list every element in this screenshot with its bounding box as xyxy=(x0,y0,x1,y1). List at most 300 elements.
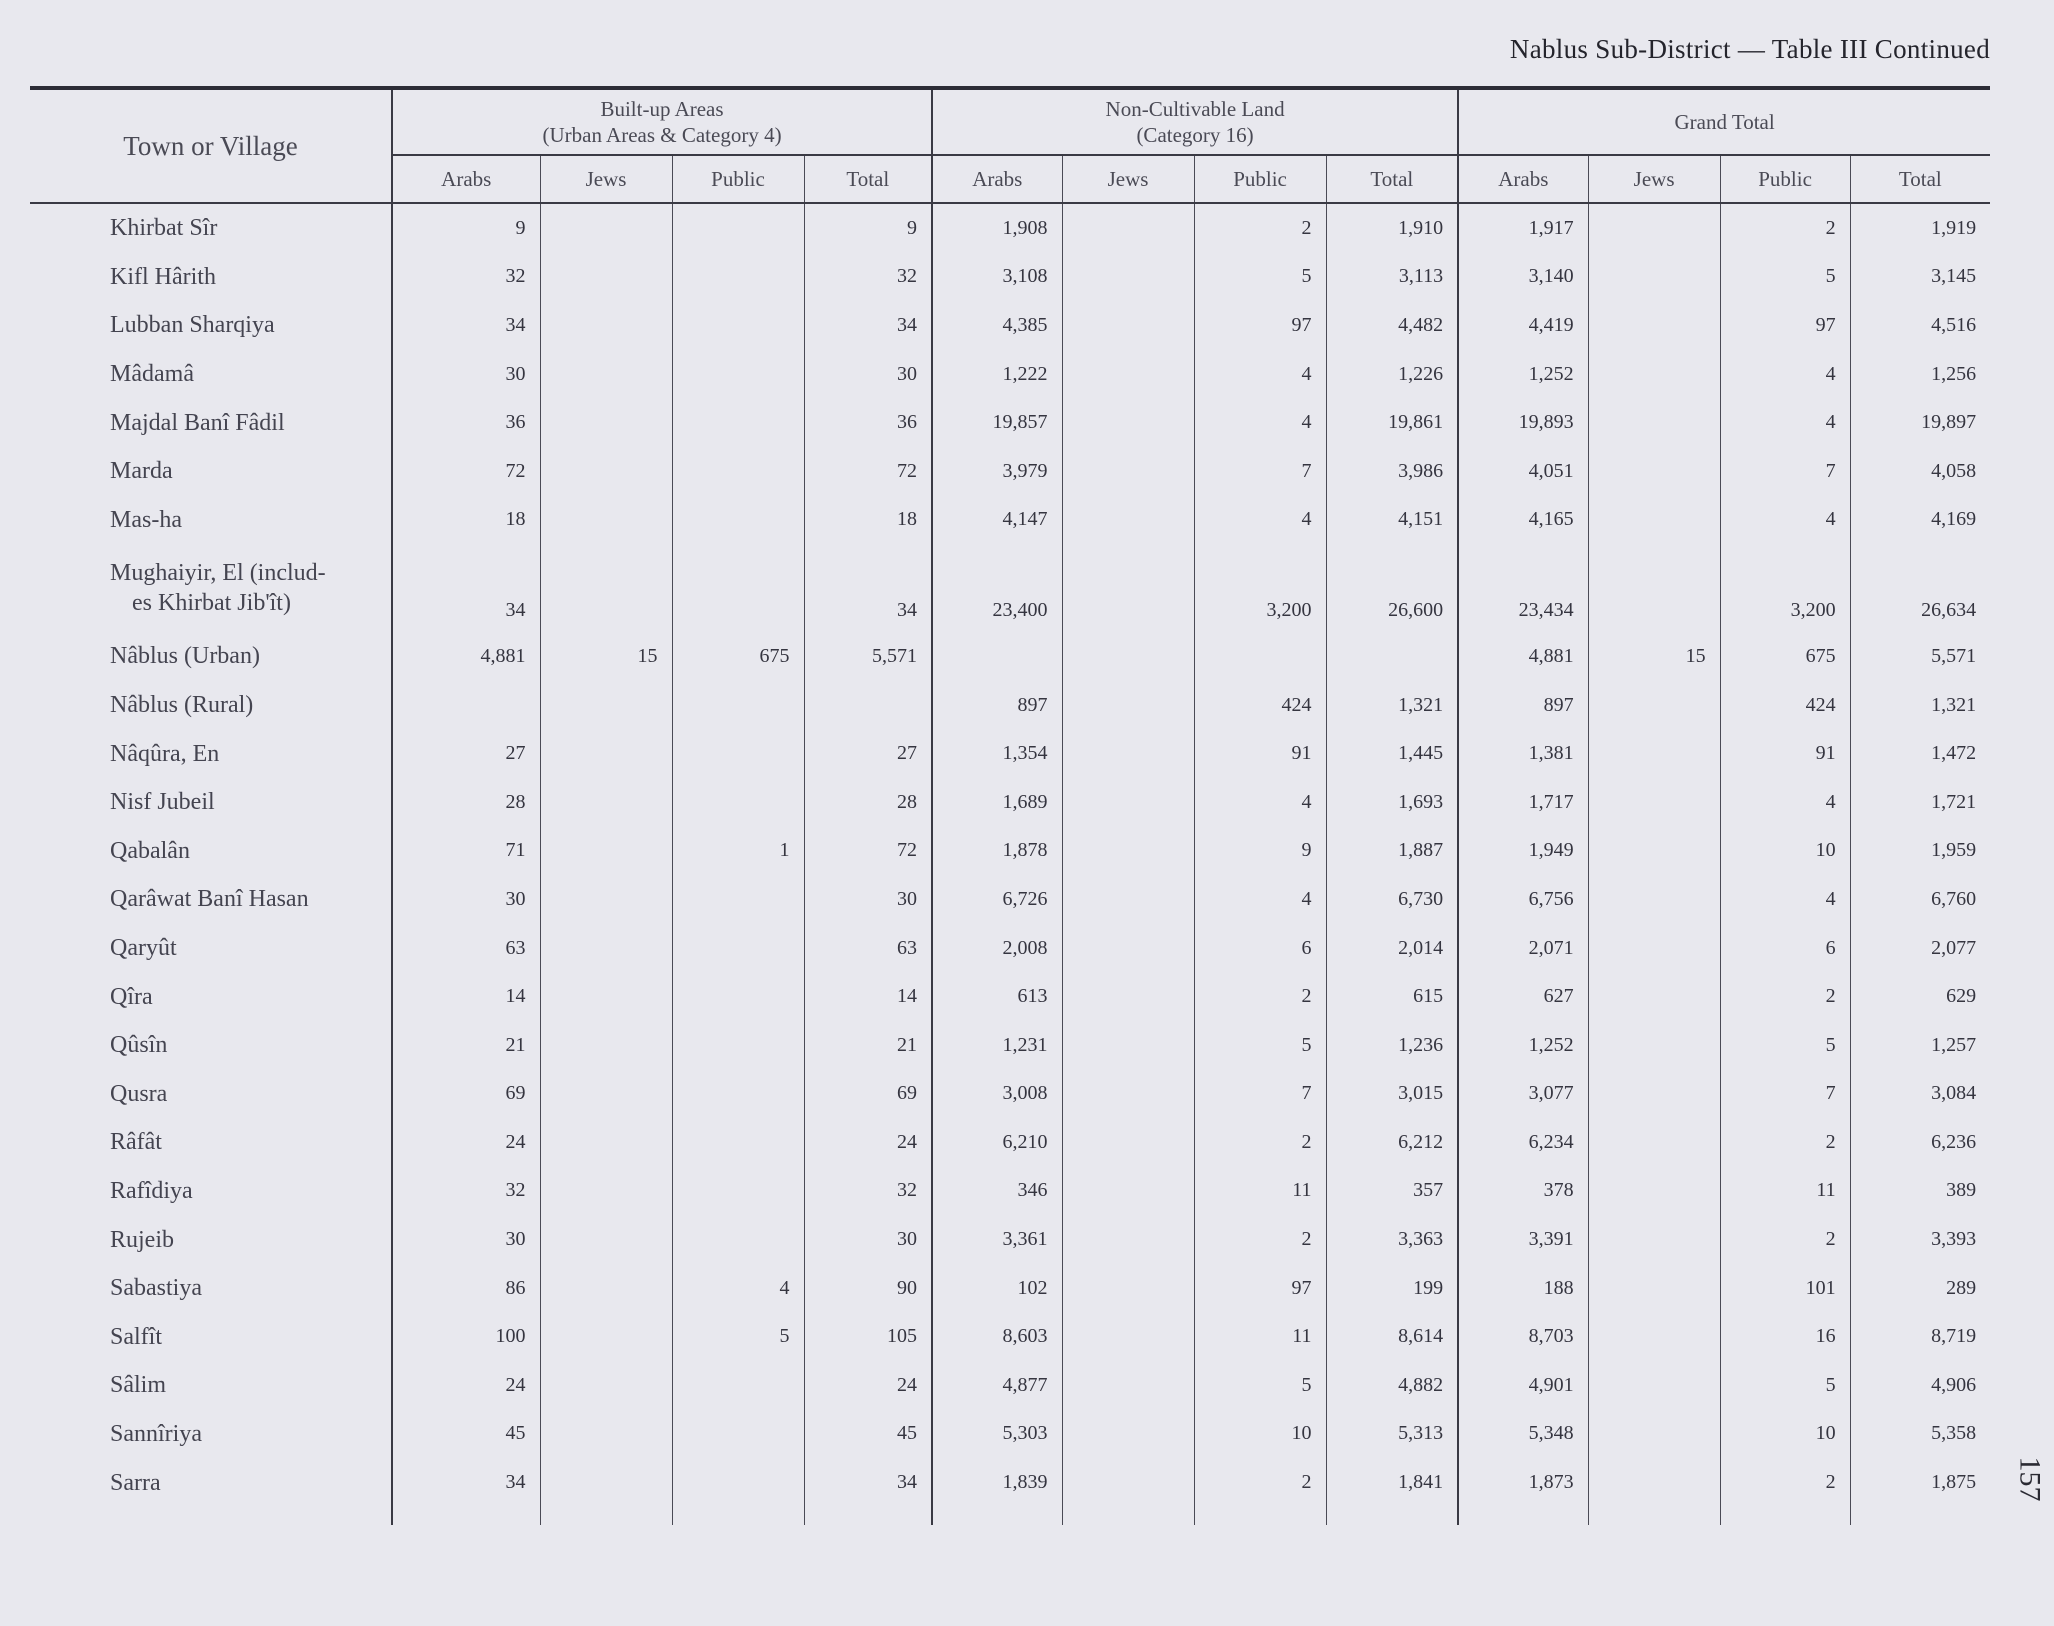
value-cell xyxy=(1588,447,1720,496)
town-name: Rujeib xyxy=(110,1226,174,1253)
value-cell: 2 xyxy=(1720,203,1850,253)
value-cell: 97 xyxy=(1194,1264,1326,1313)
value-cell xyxy=(672,253,804,302)
value-cell: 6,730 xyxy=(1326,875,1458,924)
value-cell: 1,910 xyxy=(1326,203,1458,253)
value-cell xyxy=(1588,1264,1720,1313)
value-cell: 2 xyxy=(1194,203,1326,253)
value-cell: 7 xyxy=(1720,1070,1850,1119)
value-cell: 9 xyxy=(392,203,540,253)
value-cell: 5,303 xyxy=(932,1410,1062,1459)
value-cell: 21 xyxy=(392,1021,540,1070)
value-cell: 30 xyxy=(804,875,932,924)
town-name-cell xyxy=(30,632,392,681)
value-cell: 4 xyxy=(1194,875,1326,924)
town-name: Sabastiya xyxy=(110,1275,202,1302)
value-cell xyxy=(1194,632,1326,681)
town-name: Lubban Sharqiya xyxy=(110,312,275,339)
value-cell: 34 xyxy=(804,544,932,632)
table-row xyxy=(30,972,1990,1021)
value-cell: 32 xyxy=(392,1167,540,1216)
value-cell: 1,717 xyxy=(1458,778,1588,827)
page-number: 157 xyxy=(2013,1456,2047,1502)
value-cell xyxy=(1062,681,1194,730)
value-cell: 34 xyxy=(392,301,540,350)
value-cell: 6,212 xyxy=(1326,1118,1458,1167)
value-cell xyxy=(540,729,672,778)
value-cell: 8,719 xyxy=(1850,1312,1990,1361)
value-cell xyxy=(1588,1410,1720,1459)
value-cell xyxy=(1062,827,1194,876)
value-cell xyxy=(540,1167,672,1216)
value-cell xyxy=(1588,1312,1720,1361)
value-cell: 1,222 xyxy=(932,350,1062,399)
value-cell: 7 xyxy=(1194,1070,1326,1119)
value-cell: 5,313 xyxy=(1326,1410,1458,1459)
value-cell: 2 xyxy=(1194,1215,1326,1264)
table-row xyxy=(30,253,1990,302)
value-cell: 30 xyxy=(804,1215,932,1264)
value-cell: 5,571 xyxy=(1850,632,1990,681)
value-cell: 3,979 xyxy=(932,447,1062,496)
value-cell: 1,226 xyxy=(1326,350,1458,399)
table-row xyxy=(30,1070,1990,1119)
value-cell: 86 xyxy=(392,1264,540,1313)
group-title: Non-Cultivable Land xyxy=(1105,97,1285,121)
value-cell xyxy=(1588,778,1720,827)
value-cell: 627 xyxy=(1458,972,1588,1021)
value-cell: 105 xyxy=(804,1312,932,1361)
value-cell: 4,877 xyxy=(932,1361,1062,1410)
value-cell: 389 xyxy=(1850,1167,1990,1216)
value-cell: 2,071 xyxy=(1458,924,1588,973)
town-name-cell xyxy=(30,398,392,447)
value-cell: 4 xyxy=(1720,398,1850,447)
town-name-cell xyxy=(30,681,392,730)
value-cell xyxy=(540,924,672,973)
value-cell xyxy=(540,544,672,632)
value-cell: 2 xyxy=(1720,1458,1850,1525)
value-cell xyxy=(1588,1118,1720,1167)
value-cell: 30 xyxy=(392,875,540,924)
value-cell: 289 xyxy=(1850,1264,1990,1313)
value-cell: 4,147 xyxy=(932,496,1062,545)
table-row xyxy=(30,1118,1990,1167)
value-cell: 91 xyxy=(1720,729,1850,778)
value-cell xyxy=(1062,1312,1194,1361)
value-cell xyxy=(540,398,672,447)
value-cell xyxy=(540,1410,672,1459)
group-subtitle: (Urban Areas & Category 4) xyxy=(542,123,782,147)
value-cell: 2 xyxy=(1720,972,1850,1021)
value-cell xyxy=(540,1021,672,1070)
value-cell: 27 xyxy=(392,729,540,778)
town-name: Qusra xyxy=(110,1080,168,1107)
value-cell: 4 xyxy=(1720,875,1850,924)
value-cell xyxy=(672,350,804,399)
town-name-cell xyxy=(30,924,392,973)
subcolumn-header: Jews xyxy=(1588,155,1720,203)
value-cell: 26,600 xyxy=(1326,544,1458,632)
value-cell: 4,881 xyxy=(392,632,540,681)
value-cell: 69 xyxy=(392,1070,540,1119)
value-cell: 5 xyxy=(672,1312,804,1361)
value-cell xyxy=(1062,1458,1194,1525)
value-cell xyxy=(540,827,672,876)
value-cell: 4,482 xyxy=(1326,301,1458,350)
value-cell: 6,726 xyxy=(932,875,1062,924)
value-cell: 36 xyxy=(804,398,932,447)
town-name: Nâqûra, En xyxy=(110,740,220,767)
value-cell xyxy=(540,253,672,302)
table-row xyxy=(30,1215,1990,1264)
value-cell: 675 xyxy=(1720,632,1850,681)
value-cell: 14 xyxy=(392,972,540,1021)
value-cell xyxy=(1062,350,1194,399)
table-row xyxy=(30,778,1990,827)
value-cell: 1,354 xyxy=(932,729,1062,778)
value-cell xyxy=(540,1118,672,1167)
town-name-cell xyxy=(30,496,392,545)
value-cell: 1,875 xyxy=(1850,1458,1990,1525)
value-cell: 2 xyxy=(1720,1215,1850,1264)
town-name-cell xyxy=(30,350,392,399)
value-cell: 1,445 xyxy=(1326,729,1458,778)
value-cell: 6,236 xyxy=(1850,1118,1990,1167)
value-cell xyxy=(1062,203,1194,253)
value-cell xyxy=(1588,827,1720,876)
town-name-cell xyxy=(30,301,392,350)
value-cell: 1,949 xyxy=(1458,827,1588,876)
value-cell xyxy=(1062,778,1194,827)
value-cell: 16 xyxy=(1720,1312,1850,1361)
value-cell: 8,703 xyxy=(1458,1312,1588,1361)
town-name-cell xyxy=(30,253,392,302)
value-cell: 24 xyxy=(804,1361,932,1410)
value-cell: 63 xyxy=(392,924,540,973)
value-cell xyxy=(392,681,540,730)
table-row xyxy=(30,496,1990,545)
value-cell xyxy=(540,778,672,827)
value-cell: 1,887 xyxy=(1326,827,1458,876)
table-row xyxy=(30,827,1990,876)
value-cell xyxy=(672,203,804,253)
value-cell: 32 xyxy=(804,253,932,302)
value-cell: 1,839 xyxy=(932,1458,1062,1525)
value-cell: 424 xyxy=(1194,681,1326,730)
table-row xyxy=(30,1458,1990,1525)
value-cell: 100 xyxy=(392,1312,540,1361)
value-cell: 3,200 xyxy=(1194,544,1326,632)
group-title: Built-up Areas xyxy=(600,97,724,121)
value-cell xyxy=(540,681,672,730)
value-cell xyxy=(540,1070,672,1119)
value-cell: 4,516 xyxy=(1850,301,1990,350)
town-name-cell xyxy=(30,729,392,778)
table-row xyxy=(30,544,1990,632)
value-cell: 23,434 xyxy=(1458,544,1588,632)
value-cell xyxy=(540,1361,672,1410)
value-cell: 11 xyxy=(1720,1167,1850,1216)
value-cell: 4,906 xyxy=(1850,1361,1990,1410)
town-name: Mughaiyir, El (includ- xyxy=(110,560,326,587)
value-cell xyxy=(1588,350,1720,399)
town-name-cell xyxy=(30,1070,392,1119)
value-cell: 2,014 xyxy=(1326,924,1458,973)
value-cell: 72 xyxy=(392,447,540,496)
town-name-cell xyxy=(30,1361,392,1410)
value-cell xyxy=(1062,875,1194,924)
value-cell: 3,391 xyxy=(1458,1215,1588,1264)
value-cell xyxy=(540,447,672,496)
value-cell: 4 xyxy=(1194,350,1326,399)
value-cell xyxy=(540,1215,672,1264)
value-cell: 19,897 xyxy=(1850,398,1990,447)
town-name: Nâblus (Urban) xyxy=(110,643,260,670)
value-cell: 1,959 xyxy=(1850,827,1990,876)
value-cell: 7 xyxy=(1720,447,1850,496)
value-cell: 30 xyxy=(392,1215,540,1264)
value-cell: 1,919 xyxy=(1850,203,1990,253)
table-row xyxy=(30,924,1990,973)
value-cell: 34 xyxy=(804,1458,932,1525)
group-header-non-cultivable xyxy=(932,88,1458,155)
value-cell: 4 xyxy=(1194,496,1326,545)
group-header-built-up xyxy=(392,88,932,155)
town-name: Qaryût xyxy=(110,935,177,962)
value-cell xyxy=(540,301,672,350)
value-cell xyxy=(1062,447,1194,496)
value-cell xyxy=(1062,729,1194,778)
town-name-cell xyxy=(30,1410,392,1459)
value-cell xyxy=(1062,1215,1194,1264)
value-cell xyxy=(1062,253,1194,302)
town-name-cell xyxy=(30,1264,392,1313)
value-cell: 3,008 xyxy=(932,1070,1062,1119)
subcolumn-header: Jews xyxy=(1062,155,1194,203)
value-cell: 21 xyxy=(804,1021,932,1070)
value-cell: 72 xyxy=(804,447,932,496)
value-cell xyxy=(1588,398,1720,447)
value-cell xyxy=(1062,1070,1194,1119)
value-cell: 6 xyxy=(1194,924,1326,973)
value-cell: 5 xyxy=(1720,253,1850,302)
value-cell xyxy=(540,203,672,253)
subcolumn-header: Arabs xyxy=(392,155,540,203)
value-cell: 1,321 xyxy=(1326,681,1458,730)
value-cell: 2 xyxy=(1194,972,1326,1021)
group-subtitle: (Category 16) xyxy=(1136,123,1254,147)
value-cell: 26,634 xyxy=(1850,544,1990,632)
value-cell: 1,689 xyxy=(932,778,1062,827)
value-cell xyxy=(1588,972,1720,1021)
subcolumn-header: Public xyxy=(1194,155,1326,203)
value-cell: 897 xyxy=(1458,681,1588,730)
value-cell: 4,419 xyxy=(1458,301,1588,350)
table-row xyxy=(30,1410,1990,1459)
value-cell: 357 xyxy=(1326,1167,1458,1216)
town-name: Sannîriya xyxy=(110,1420,202,1447)
value-cell: 19,861 xyxy=(1326,398,1458,447)
value-cell xyxy=(672,1118,804,1167)
page-header: Nablus Sub-District — Table III Continued xyxy=(1509,34,1990,64)
value-cell: 18 xyxy=(804,496,932,545)
town-name-cell xyxy=(30,1458,392,1525)
value-cell: 3,200 xyxy=(1720,544,1850,632)
value-cell: 11 xyxy=(1194,1167,1326,1216)
value-cell xyxy=(804,681,932,730)
table-row xyxy=(30,350,1990,399)
town-name: Qarâwat Banî Hasan xyxy=(110,886,309,913)
value-cell: 10 xyxy=(1720,827,1850,876)
value-cell: 3,361 xyxy=(932,1215,1062,1264)
value-cell: 8,603 xyxy=(932,1312,1062,1361)
value-cell: 1,472 xyxy=(1850,729,1990,778)
town-name: Khirbat Sîr xyxy=(110,215,218,242)
town-name-continued: es Khirbat Jib'ît) xyxy=(132,590,291,617)
value-cell: 4,058 xyxy=(1850,447,1990,496)
value-cell: 424 xyxy=(1720,681,1850,730)
town-name-cell xyxy=(30,1021,392,1070)
table-row xyxy=(30,875,1990,924)
table-row xyxy=(30,632,1990,681)
value-cell xyxy=(1588,1215,1720,1264)
town-name-cell xyxy=(30,447,392,496)
value-cell: 19,893 xyxy=(1458,398,1588,447)
value-cell: 14 xyxy=(804,972,932,1021)
value-cell xyxy=(672,875,804,924)
town-column-header: Town or Village xyxy=(30,88,392,203)
value-cell: 34 xyxy=(392,1458,540,1525)
town-name: Nisf Jubeil xyxy=(110,789,215,816)
value-cell xyxy=(1326,632,1458,681)
value-cell: 5 xyxy=(1194,253,1326,302)
value-cell: 4,901 xyxy=(1458,1361,1588,1410)
town-name: Qîra xyxy=(110,983,153,1010)
table-row xyxy=(30,681,1990,730)
value-cell: 1,236 xyxy=(1326,1021,1458,1070)
town-name: Qabalân xyxy=(110,837,190,864)
value-cell xyxy=(540,1312,672,1361)
value-cell xyxy=(672,1410,804,1459)
value-cell xyxy=(540,350,672,399)
town-name-cell xyxy=(30,972,392,1021)
value-cell: 32 xyxy=(804,1167,932,1216)
subcolumn-header: Arabs xyxy=(1458,155,1588,203)
value-cell xyxy=(540,1264,672,1313)
table-row xyxy=(30,729,1990,778)
table-row xyxy=(30,1361,1990,1410)
value-cell xyxy=(1588,301,1720,350)
group-title: Grand Total xyxy=(1674,110,1775,134)
value-cell: 34 xyxy=(392,544,540,632)
town-name: Rafîdiya xyxy=(110,1177,193,1204)
value-cell: 6,234 xyxy=(1458,1118,1588,1167)
value-cell xyxy=(1588,681,1720,730)
value-cell: 4 xyxy=(1720,778,1850,827)
value-cell: 72 xyxy=(804,827,932,876)
value-cell xyxy=(672,1021,804,1070)
table-row xyxy=(30,1264,1990,1313)
value-cell xyxy=(1062,496,1194,545)
value-cell: 4,051 xyxy=(1458,447,1588,496)
value-cell: 3,084 xyxy=(1850,1070,1990,1119)
value-cell: 199 xyxy=(1326,1264,1458,1313)
value-cell: 1,252 xyxy=(1458,1021,1588,1070)
value-cell: 91 xyxy=(1194,729,1326,778)
value-cell xyxy=(1062,632,1194,681)
value-cell: 24 xyxy=(804,1118,932,1167)
town-name-cell xyxy=(30,203,392,253)
value-cell: 1,908 xyxy=(932,203,1062,253)
value-cell xyxy=(1588,1021,1720,1070)
table-row xyxy=(30,1021,1990,1070)
value-cell: 1 xyxy=(672,827,804,876)
value-cell: 1,917 xyxy=(1458,203,1588,253)
value-cell: 4 xyxy=(1194,778,1326,827)
value-cell: 63 xyxy=(804,924,932,973)
value-cell xyxy=(1588,203,1720,253)
value-cell: 6 xyxy=(1720,924,1850,973)
value-cell: 24 xyxy=(392,1361,540,1410)
value-cell: 1,381 xyxy=(1458,729,1588,778)
value-cell xyxy=(672,1070,804,1119)
value-cell: 5 xyxy=(1194,1361,1326,1410)
value-cell: 378 xyxy=(1458,1167,1588,1216)
subcolumn-header: Public xyxy=(672,155,804,203)
value-cell xyxy=(672,301,804,350)
value-cell: 18 xyxy=(392,496,540,545)
value-cell xyxy=(540,1458,672,1525)
value-cell xyxy=(1062,1410,1194,1459)
land-ownership-table xyxy=(30,86,1990,1525)
town-name-cell xyxy=(30,875,392,924)
value-cell: 1,693 xyxy=(1326,778,1458,827)
value-cell: 3,140 xyxy=(1458,253,1588,302)
value-cell: 32 xyxy=(392,253,540,302)
value-cell: 3,108 xyxy=(932,253,1062,302)
subcolumn-header: Jews xyxy=(540,155,672,203)
value-cell: 19,857 xyxy=(932,398,1062,447)
table-row xyxy=(30,447,1990,496)
town-name: Sarra xyxy=(110,1469,161,1496)
value-cell: 4,169 xyxy=(1850,496,1990,545)
value-cell xyxy=(1588,1458,1720,1525)
value-cell: 4,881 xyxy=(1458,632,1588,681)
value-cell xyxy=(1062,1361,1194,1410)
value-cell xyxy=(672,1215,804,1264)
value-cell: 1,841 xyxy=(1326,1458,1458,1525)
value-cell: 4,882 xyxy=(1326,1361,1458,1410)
town-name: Majdal Banî Fâdil xyxy=(110,409,285,436)
value-cell: 1,257 xyxy=(1850,1021,1990,1070)
value-cell: 3,145 xyxy=(1850,253,1990,302)
value-cell: 1,878 xyxy=(932,827,1062,876)
value-cell: 6,210 xyxy=(932,1118,1062,1167)
value-cell xyxy=(932,632,1062,681)
value-cell xyxy=(1062,972,1194,1021)
value-cell: 5 xyxy=(1720,1361,1850,1410)
value-cell xyxy=(1062,301,1194,350)
value-cell xyxy=(1588,496,1720,545)
town-name: Marda xyxy=(110,458,173,485)
value-cell: 11 xyxy=(1194,1312,1326,1361)
value-cell xyxy=(1062,1167,1194,1216)
value-cell: 4,385 xyxy=(932,301,1062,350)
value-cell: 5,571 xyxy=(804,632,932,681)
town-name: Qûsîn xyxy=(110,1032,168,1059)
value-cell: 36 xyxy=(392,398,540,447)
